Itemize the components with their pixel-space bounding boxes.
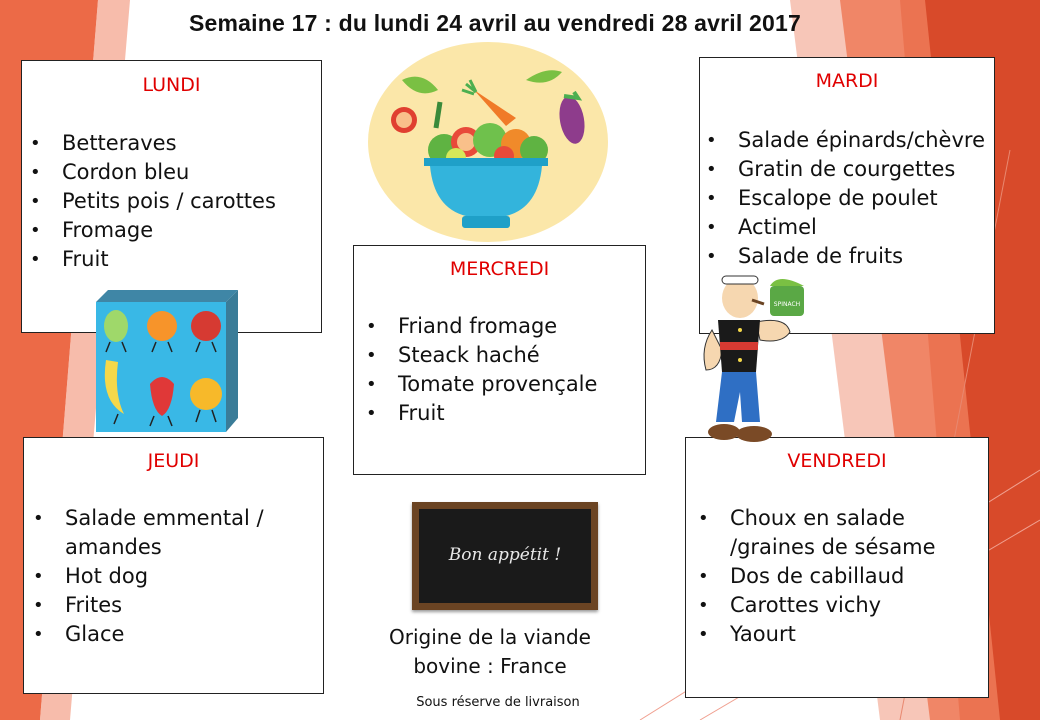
menu-list [30,129,320,274]
meat-origin-note [370,623,610,681]
menu-item: • Glace [33,620,318,649]
menu-item: • Gratin de courgettes [706,155,996,184]
menu-item: • Steack haché [366,341,636,370]
lemon-icon [190,378,222,410]
menu-item: • Cordon bleu [30,158,320,187]
sailor-legs [708,372,772,442]
day-name: MERCREDI [449,258,550,280]
apple-icon [191,311,221,341]
chalkboard-text: Bon appétit ! [448,545,562,565]
origin-line-1: Origine de la viande [389,625,591,649]
chalkboard-slate [419,509,591,603]
menu-list [366,312,636,428]
tomato-slice-icon [391,107,417,133]
menu-item: • Petits pois / carottes [30,187,320,216]
menu-list [706,126,996,271]
menu-item: • Carottes vichy [698,591,988,620]
menu-item: • Choux en salade /graines de sésame [698,504,988,562]
day-name: JEUDI [147,450,200,472]
day-name: VENDREDI [787,450,887,472]
salad-bowl-illustration [366,40,610,245]
chalkboard [412,502,598,610]
day-card-vendredi [685,437,989,698]
menu-item: • Fruit [30,245,320,274]
origin-line-2: bovine : France [413,654,567,678]
delivery-disclaimer: Sous réserve de livraison [416,695,580,710]
menu-item: • Fruit [366,399,636,428]
menu-item: • Escalope de poulet [706,184,996,213]
menu-item: • Actimel [706,213,996,242]
pear-icon [104,310,128,342]
sailor-character-illustration [694,272,820,452]
sailor-body [718,320,760,372]
sailor-head [722,276,764,318]
menu-item: • Friand fromage [366,312,636,341]
day-name: LUNDI [142,74,201,96]
menu-list [33,504,318,649]
menu-item: • Yaourt [698,620,988,649]
day-name: MARDI [815,70,879,92]
menu-item: • Frites [33,591,318,620]
spinach-label: SPINACH [773,301,801,308]
menu-item: • Salade de fruits [706,242,996,271]
menu-item: • Betteraves [30,129,320,158]
menu-item: • Fromage [30,216,320,245]
day-card-mercredi [353,245,646,475]
menu-list [698,504,988,649]
menu-item: • Salade épinards/chèvre [706,126,996,155]
menu-item: • Tomate provençale [366,370,636,399]
spinach-can-icon [770,279,804,316]
orange-icon [147,311,177,341]
menu-item: • Salade emmental / amandes [33,504,318,562]
menu-item: • Dos de cabillaud [698,562,988,591]
fruit-cube-illustration [96,290,238,432]
menu-item: • Hot dog [33,562,318,591]
day-card-jeudi [23,437,324,694]
page-title: Semaine 17 : du lundi 24 avril au vendredi 28 avril 2017 [188,10,802,36]
